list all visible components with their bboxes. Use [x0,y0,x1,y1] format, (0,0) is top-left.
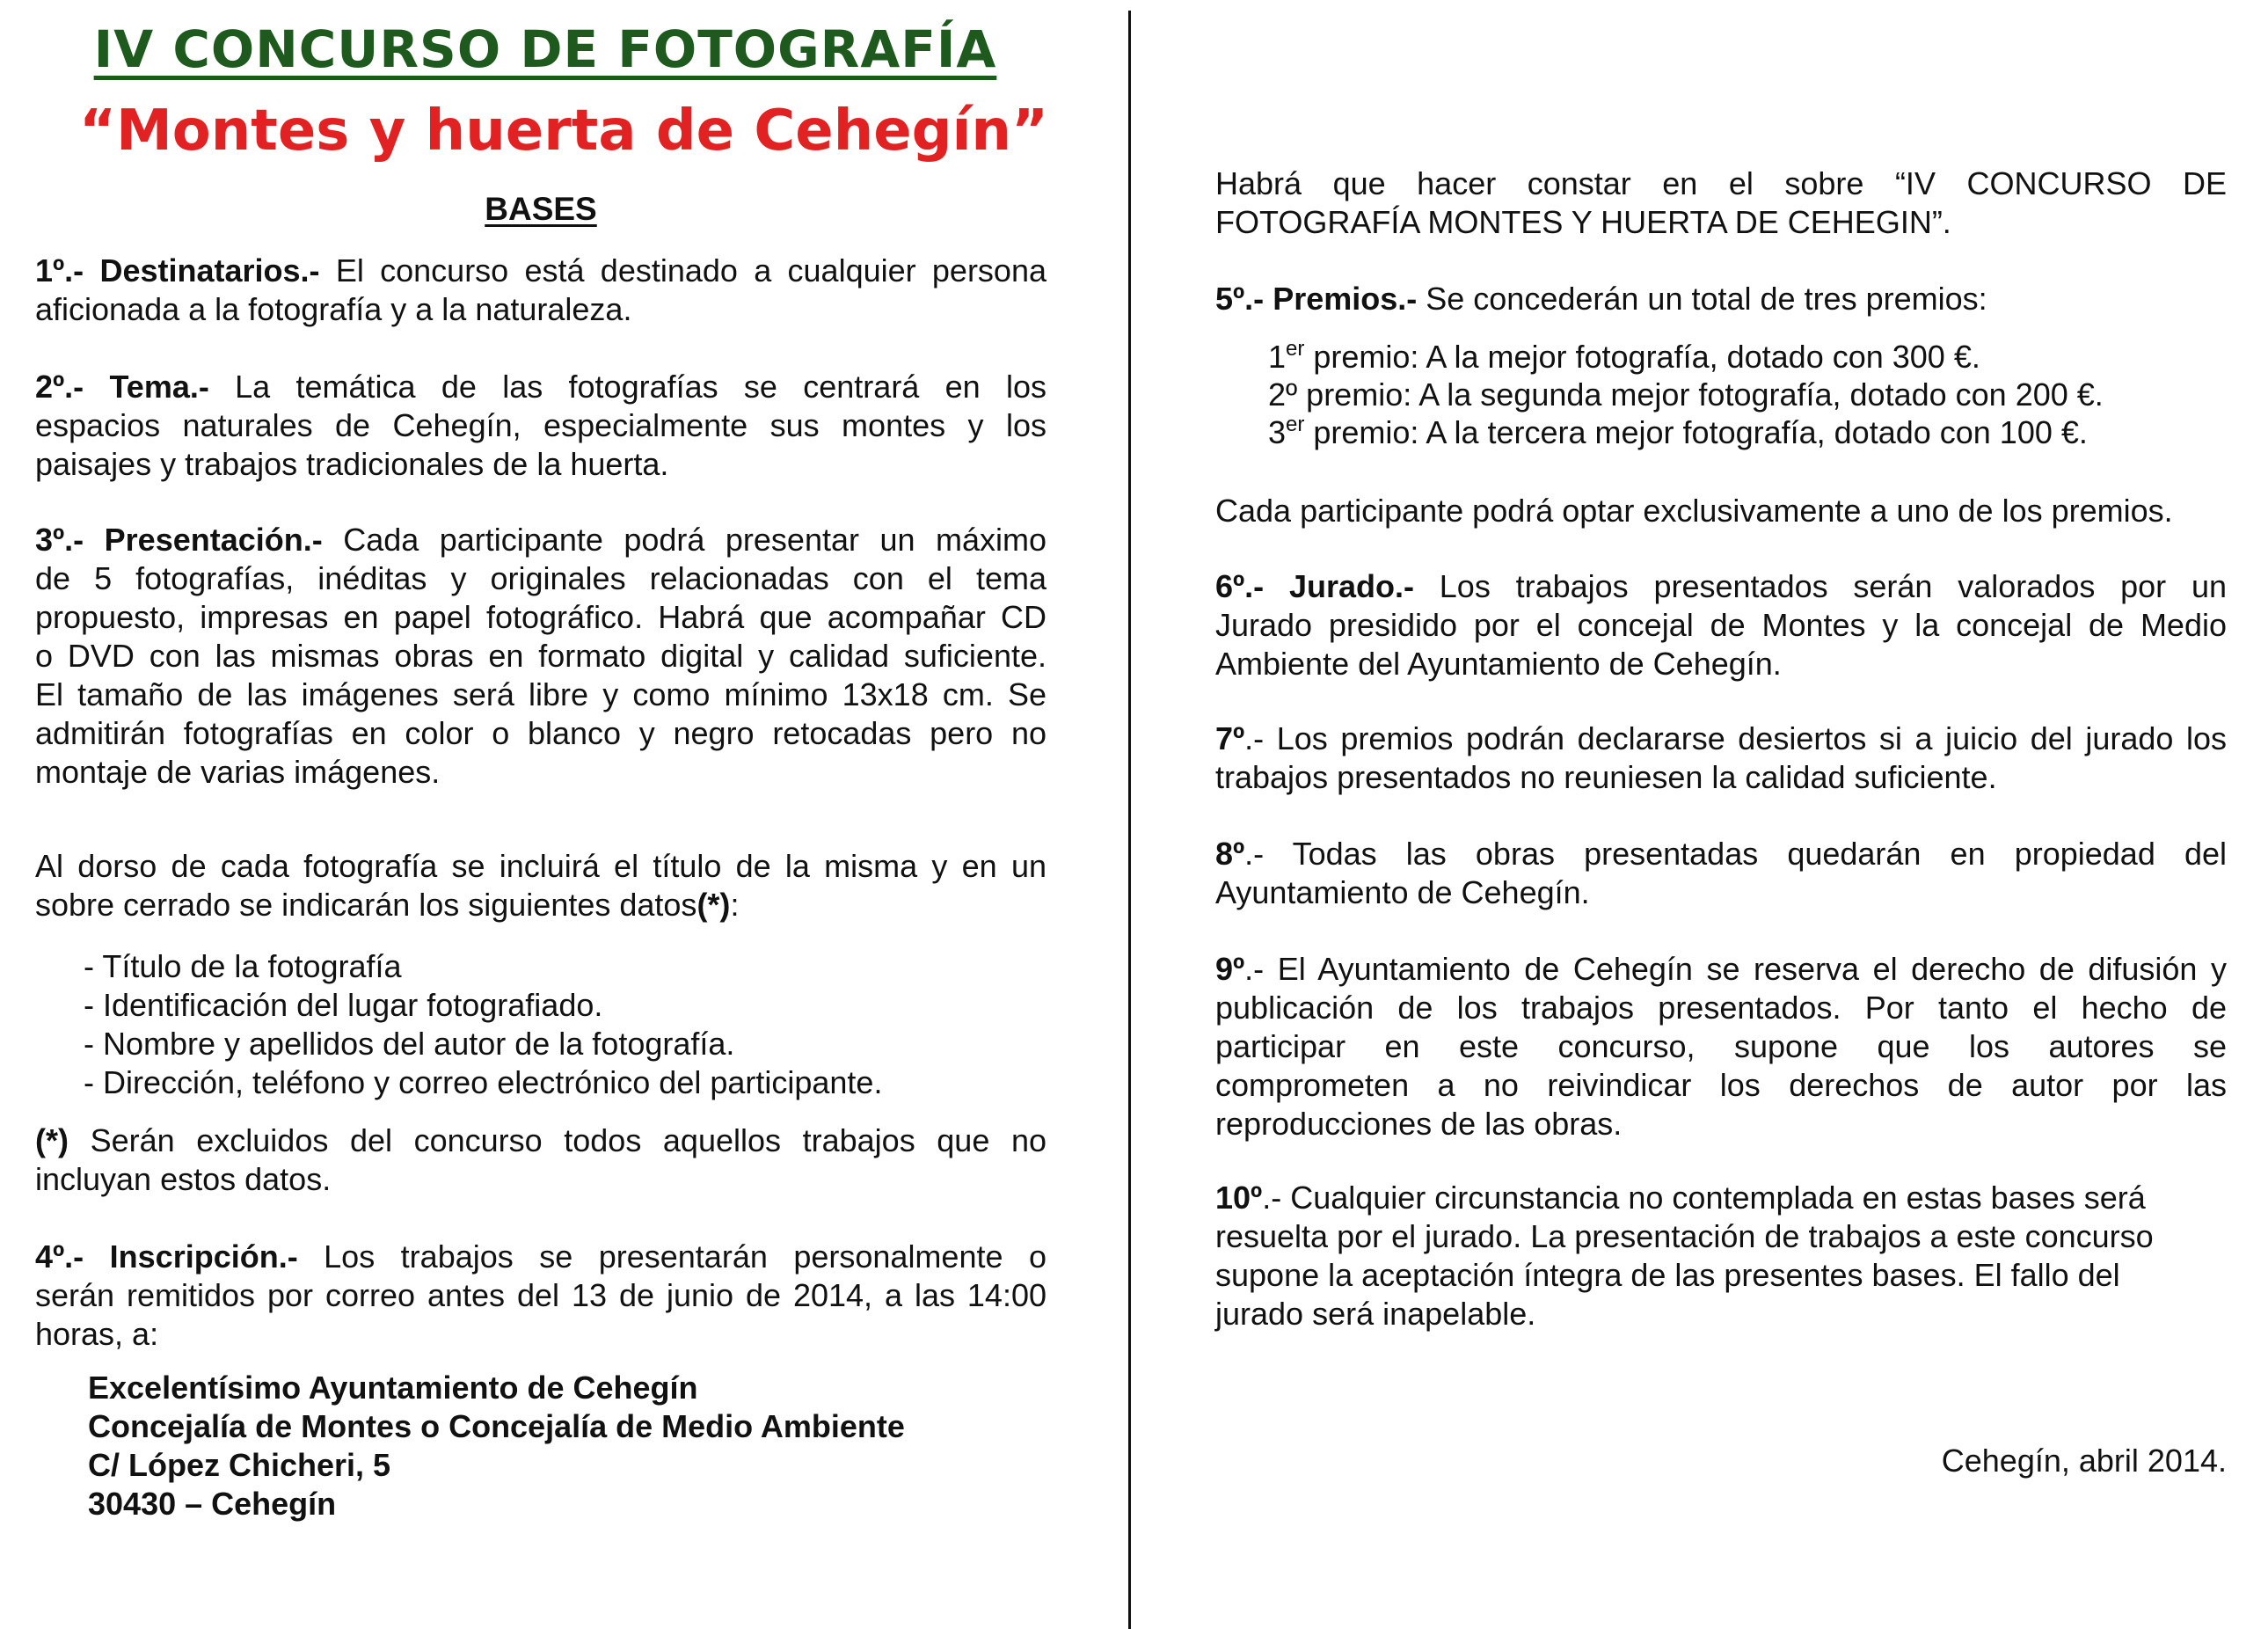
prize-text: premio: A la tercera mejor fotografía, dotado con 100 €. [1304,414,2088,450]
asterisk-mark: (*) [35,1122,69,1158]
section-number: 4º.- [35,1238,84,1275]
section-number: 7º [1215,720,1245,756]
list-item: - Identificación del lugar fotografiado. [84,987,603,1023]
section-text: Los trabajos se presentarán personalmente o [297,1238,1046,1275]
section-9 [1215,950,2227,1143]
required-data-list [84,947,882,1102]
section-text: sobre cerrado se indicarán los siguientes datos [35,887,697,923]
prize-note [1215,492,2227,530]
section-text: de 5 fotografías, inéditas y originales relacionadas con el tema [35,560,1046,596]
section-text: Cada participante podrá optar exclusivamente a uno de los premios. [1215,493,2173,529]
section-text: Al dorso de cada fotografía se incluirá el título de la misma y en un [35,848,1046,884]
address-block [88,1369,905,1523]
address-line: Concejalía de Montes o Concejalía de Medio Ambiente [88,1408,905,1444]
section-text: .- Los premios podrán declararse desiertos si a juicio del jurado los [1244,720,2227,756]
section-text: serán remitidos por correo antes del 13 de junio de 2014, a las 14:00 [35,1277,1046,1313]
section-text: horas, a: [35,1316,159,1352]
section-heading: Destinatarios.- [99,252,320,289]
prize-rank: 2º [1268,376,1298,413]
section-text: incluyan estos datos. [35,1161,332,1197]
section-text: resuelta por el jurado. La presentación de trabajos a este concurso [1215,1218,2154,1254]
section-text: comprometen a no reivindicar los derechos de autor por las [1215,1067,2227,1103]
section-text: La temática de las fotografías se centrará en los [208,369,1046,405]
prize-rank: 1 [1268,339,1287,375]
section-text: Se concederán un total de tres premios: [1417,281,1987,317]
sobre-paragraph [1215,164,2227,242]
section-text: reproducciones de las obras. [1215,1106,1623,1142]
asterisk-mark: (*) [696,887,731,923]
prize-item [1268,338,2104,376]
section-text: espacios naturales de Cehegín, especialmente sus montes y los [35,407,1046,443]
section-number: 6º.- [1215,568,1265,604]
section-10 [1215,1179,2227,1333]
section-text: admitirán fotografías en color o blanco y negro retocadas pero no [35,715,1046,751]
dorso-paragraph [35,847,1046,924]
section-text: FOTOGRAFÍA MONTES Y HUERTA DE CEHEGIN”. [1215,204,1951,240]
section-text: participar en este concurso, supone que los autores se [1215,1028,2227,1064]
section-text: : [730,887,740,923]
section-text: Ayuntamiento de Cehegín. [1215,874,1590,910]
column-divider [1128,11,1131,1629]
section-text: Serán excluidos del concurso todos aquellos trabajos que no [69,1122,1046,1158]
section-text: .- El Ayuntamiento de Cehegín se reserva el derecho de difusión y [1244,951,2227,987]
address-line: 30430 – Cehegín [88,1486,337,1522]
section-inscripcion [35,1238,1046,1354]
exclusion-note [35,1121,1046,1199]
section-number: 5º.- [1215,281,1265,317]
section-text: Los trabajos presentados serán valorados por un [1413,568,2227,604]
section-presentacion [35,521,1046,792]
section-heading: Tema.- [109,369,209,405]
address-line: C/ López Chicheri, 5 [88,1447,391,1483]
section-text: Jurado presidido por el concejal de Montes y la concejal de Medio [1215,607,2227,643]
prize-item [1268,413,2104,451]
address-line: Excelentísimo Ayuntamiento de Cehegín [88,1370,698,1406]
contest-title: IV CONCURSO DE FOTOGRAFÍA [93,19,997,79]
section-number: 1º.- [35,252,84,289]
section-heading: Inscripción.- [109,1238,298,1275]
section-heading: Presentación.- [104,522,323,558]
section-number: 8º [1215,836,1245,872]
section-tema [35,368,1046,484]
prize-list [1268,338,2104,451]
contest-subtitle: “Montes y huerta de Cehegín” [79,99,1049,164]
prize-item [1268,376,2104,413]
section-text: montaje de varias imágenes. [35,754,441,790]
section-text: Habrá que hacer constar en el sobre “IV CONCURSO DE [1215,165,2227,201]
section-number: 3º.- [35,522,84,558]
prize-text: premio: A la segunda mejor fotografía, dotado con 200 €. [1297,376,2104,413]
section-text: supone la aceptación íntegra de las presentes bases. El fallo del [1215,1257,2120,1293]
section-number: 9º [1215,951,1245,987]
date-signature: Cehegín, abril 2014. [1941,1443,2227,1479]
list-item: - Dirección, teléfono y correo electrónico del participante. [84,1064,883,1100]
section-text: trabajos presentados no reuniesen la calidad suficiente. [1215,759,1997,795]
section-8 [1215,835,2227,912]
prize-rank: 3 [1268,414,1287,450]
section-number: 2º.- [35,369,84,405]
section-text: jurado será inapelable. [1215,1296,1536,1332]
section-number: 10º [1215,1180,1263,1216]
bases-heading: BASES [485,191,597,227]
section-premios [1215,280,2227,318]
prize-text: premio: A la mejor fotografía, dotado con 300 €. [1304,339,1980,375]
section-jurado [1215,567,2227,683]
section-text: aficionada a la fotografía y a la naturaleza. [35,291,632,327]
section-text: .- Todas las obras presentadas quedarán en propiedad del [1244,836,2227,872]
list-item: - Nombre y apellidos del autor de la fotografía. [84,1026,735,1062]
section-text: El tamaño de las imágenes será libre y como mínimo 13x18 cm. Se [35,676,1046,712]
section-text: o DVD con las mismas obras en formato digital y calidad suficiente. [35,638,1046,674]
prize-rank-suffix: er [1286,413,1305,436]
prize-rank-suffix: er [1286,337,1305,361]
section-destinatarios [35,252,1046,329]
section-heading: Premios.- [1273,281,1418,317]
section-text: El concurso está destinado a cualquier persona [319,252,1046,289]
section-heading: Jurado.- [1288,568,1414,604]
section-text: Cada participante podrá presentar un máximo [322,522,1046,558]
section-text: .- Cualquier circunstancia no contemplada en estas bases será [1262,1180,2146,1216]
section-text: Ambiente del Ayuntamiento de Cehegín. [1215,646,1782,682]
section-text: propuesto, impresas en papel fotográfico. Habrá que acompañar CD [35,599,1046,635]
section-text: publicación de los trabajos presentados. Por tanto el hecho de [1215,990,2227,1026]
section-text: paisajes y trabajos tradicionales de la huerta. [35,446,669,482]
section-7 [1215,720,2227,797]
list-item: - Título de la fotografía [84,948,402,984]
